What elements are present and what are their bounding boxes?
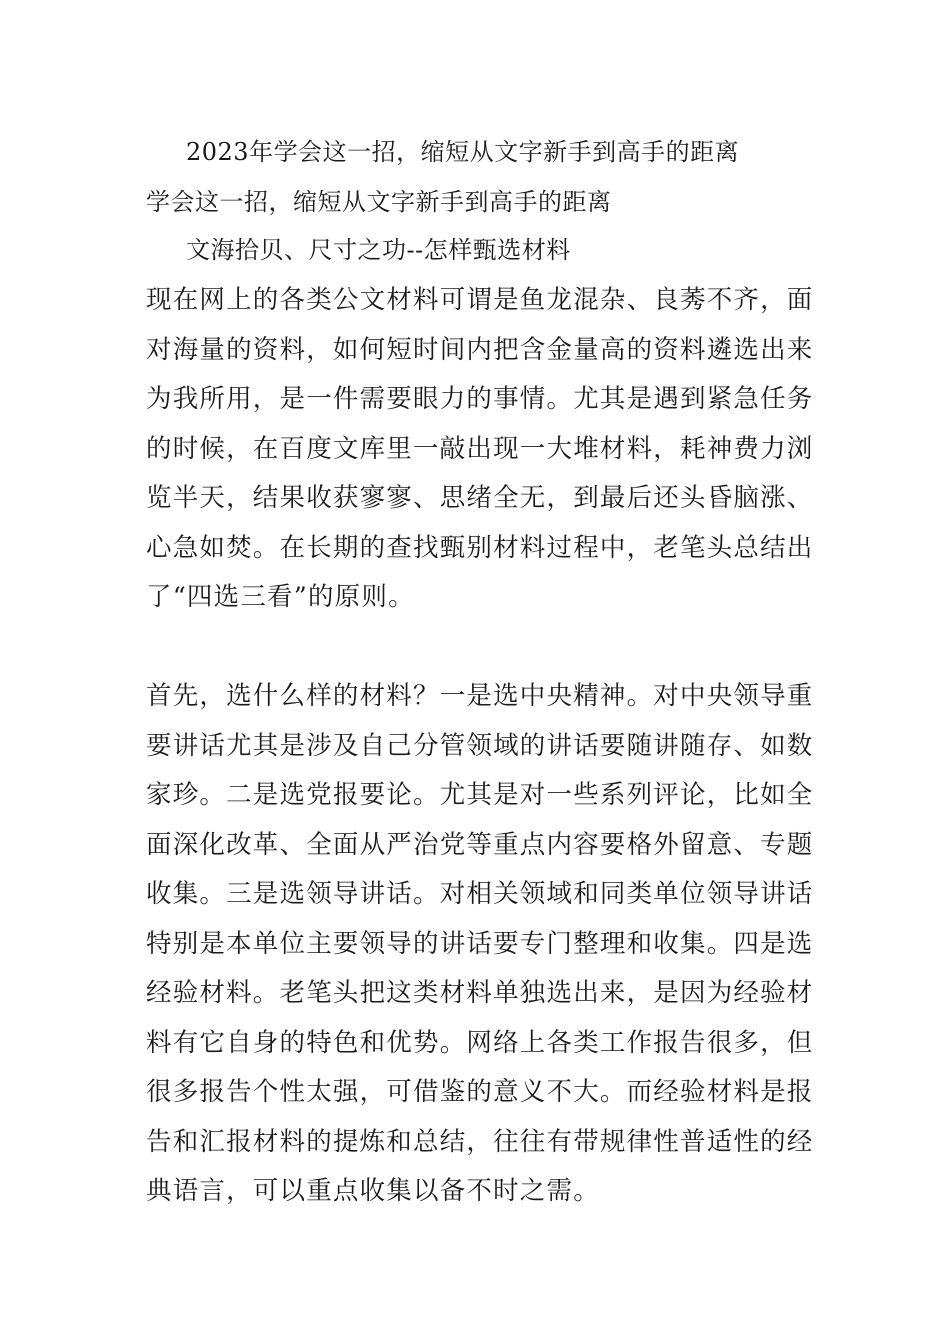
document-title: 2023年学会这一招，缩短从文字新手到高手的距离 <box>186 138 740 166</box>
paragraph-line: 心急如焚。在长期的查找甄别材料过程中，老笔头总结出 <box>146 533 814 563</box>
paragraph-line: 览半天，结果收获寥寥、思绪全无，到最后还头昏脑涨、 <box>146 483 814 513</box>
paragraph-line: 料有它自身的特色和优势。网络上各类工作报告很多，但 <box>146 1028 814 1058</box>
paragraph-line: 对海量的资料，如何短时间内把含金量高的资料遴选出来 <box>146 335 814 365</box>
paragraph-line: 典语言，可以重点收集以备不时之需。 <box>146 1176 600 1206</box>
document-subtitle: 学会这一招，缩短从文字新手到高手的距离 <box>146 188 612 216</box>
paragraph-line: 的时候，在百度文库里一敲出现一大堆材料，耗神费力浏 <box>146 434 814 464</box>
paragraph-line: 家珍。二是选党报要论。尤其是对一些系列评论，比如全 <box>146 780 814 810</box>
paragraph-line: 告和汇报材料的提炼和总结，往往有带规律性普适性的经 <box>146 1127 814 1157</box>
paragraph-line: 现在网上的各类公文材料可谓是鱼龙混杂、良莠不齐，面 <box>146 285 814 315</box>
paragraph-line: 特别是本单位主要领导的讲话要专门整理和收集。四是选 <box>146 929 814 959</box>
paragraph-line: 很多报告个性太强，可借鉴的意义不大。而经验材料是报 <box>146 1077 814 1107</box>
section-heading: 文海拾贝、尺寸之功--怎样甄选材料 <box>186 236 571 264</box>
paragraph-line: 要讲话尤其是涉及自己分管领域的讲话要随讲随存、如数 <box>146 731 814 761</box>
paragraph-line: 经验材料。老笔头把这类材料单独选出来，是因为经验材 <box>146 978 814 1008</box>
paragraph-line: 为我所用，是一件需要眼力的事情。尤其是遇到紧急任务 <box>146 384 814 414</box>
paragraph-line: 首先，选什么样的材料？一是选中央精神。对中央领导重 <box>146 681 814 711</box>
paragraph-line: 了“四选三看”的原则。 <box>146 582 415 612</box>
paragraph-line: 收集。三是选领导讲话。对相关领域和同类单位领导讲话 <box>146 879 814 909</box>
paragraph-line: 面深化改革、全面从严治党等重点内容要格外留意、专题 <box>146 830 814 860</box>
